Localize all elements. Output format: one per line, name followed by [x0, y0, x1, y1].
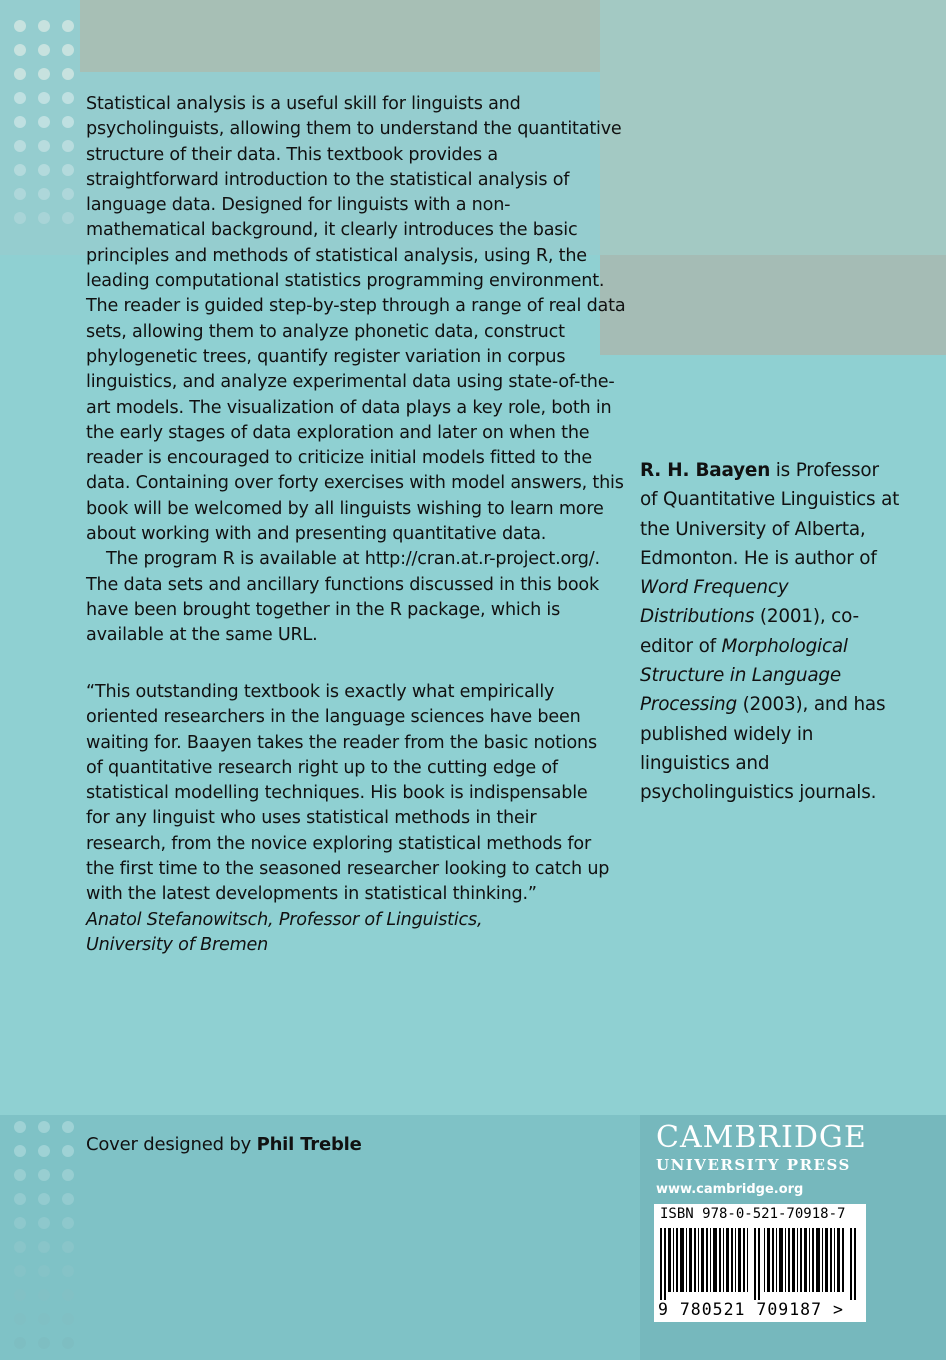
author-name: R. H. Baayen — [640, 460, 771, 481]
bio-text-3: (2003), and has published widely in linguistics and psycholinguistics journals. — [640, 694, 886, 804]
quote-attribution-line-2: University of Bremen — [86, 934, 269, 955]
endorsement-quote — [86, 680, 616, 958]
barcode-bars — [658, 1228, 862, 1300]
bio-book-title-2: Morphological Structure in Language Processing — [640, 635, 848, 716]
author-bio — [640, 456, 900, 808]
credit-prefix: Cover designed by — [86, 1134, 257, 1155]
bio-text-2: (2001), co-editor of — [640, 606, 859, 657]
publisher-name: CAMBRIDGE — [656, 1120, 867, 1155]
credit-designer: Phil Treble — [256, 1134, 362, 1155]
cover-credit — [86, 1132, 362, 1157]
book-description — [86, 92, 626, 649]
publisher-logo — [656, 1122, 876, 1197]
description-paragraph-2: The program R is available at http://cran.at.r-project.org/. The data sets and ancillary functions discussed in this book have been brought together in the R package, which is available at the same URL. — [86, 549, 600, 646]
bg-block-top-right — [600, 0, 946, 255]
isbn-label: ISBN 978-0-521-70918-7 — [660, 1206, 846, 1222]
isbn-digits: 9 780521 709187 > — [658, 1300, 844, 1319]
dot-grid-top-left — [0, 0, 80, 255]
bio-text-1: is Professor of Quantitative Linguistics at the University of Alberta, Edmonton. He is author of — [640, 460, 900, 569]
quote-text: “This outstanding textbook is exactly what empirically oriented researchers in the language sciences have been waiting for. Baayen takes the reader from the basic notions of quantitative research right up to the cutting edge of statistical modelling techniques. His book is indispensable for any linguist who uses statistical methods in their research, from the novice exploring statistical methods for the first time to the seasoned researcher looking to catch up with the latest developments in statistical thinking.” — [86, 682, 610, 905]
publisher-subtitle: UNIVERSITY PRESS — [656, 1156, 851, 1174]
publisher-url: www.cambridge.org — [656, 1182, 804, 1197]
bio-book-title-1: Word Frequency Distributions — [640, 577, 789, 628]
quote-attribution-line-1: Anatol Stefanowitsch, Professor of Linguistics, — [86, 909, 483, 930]
bg-block-top-strip — [80, 0, 600, 72]
dot-grid-bottom-left — [0, 1115, 80, 1360]
isbn-barcode — [654, 1204, 866, 1322]
bg-block-right-mid — [600, 255, 946, 355]
description-paragraph-1: Statistical analysis is a useful skill for linguists and psycholinguists, allowing them to understand the quantitative structure of their data. This textbook provides a straightforward introduction to the statistical analysis of language data. Designed for linguists with a non-mathematical background, it clearly introduces the basic principles and methods of statistical analysis, using R, the leading computational statistics programming environment. The reader is guided step-by-step through a range of real data sets, allowing them to analyze phonetic data, construct phylogenetic trees, quantify register variation in corpus linguistics, and analyze experimental data using state-of-the-art models. The visualization of data plays a key role, both in the early stages of data exploration and later on when the reader is encouraged to criticize initial models fitted to the data. Containing over forty exercises with model answers, this book will be welcomed by all linguists wishing to learn more about working with and presenting quantitative data. — [86, 94, 626, 545]
